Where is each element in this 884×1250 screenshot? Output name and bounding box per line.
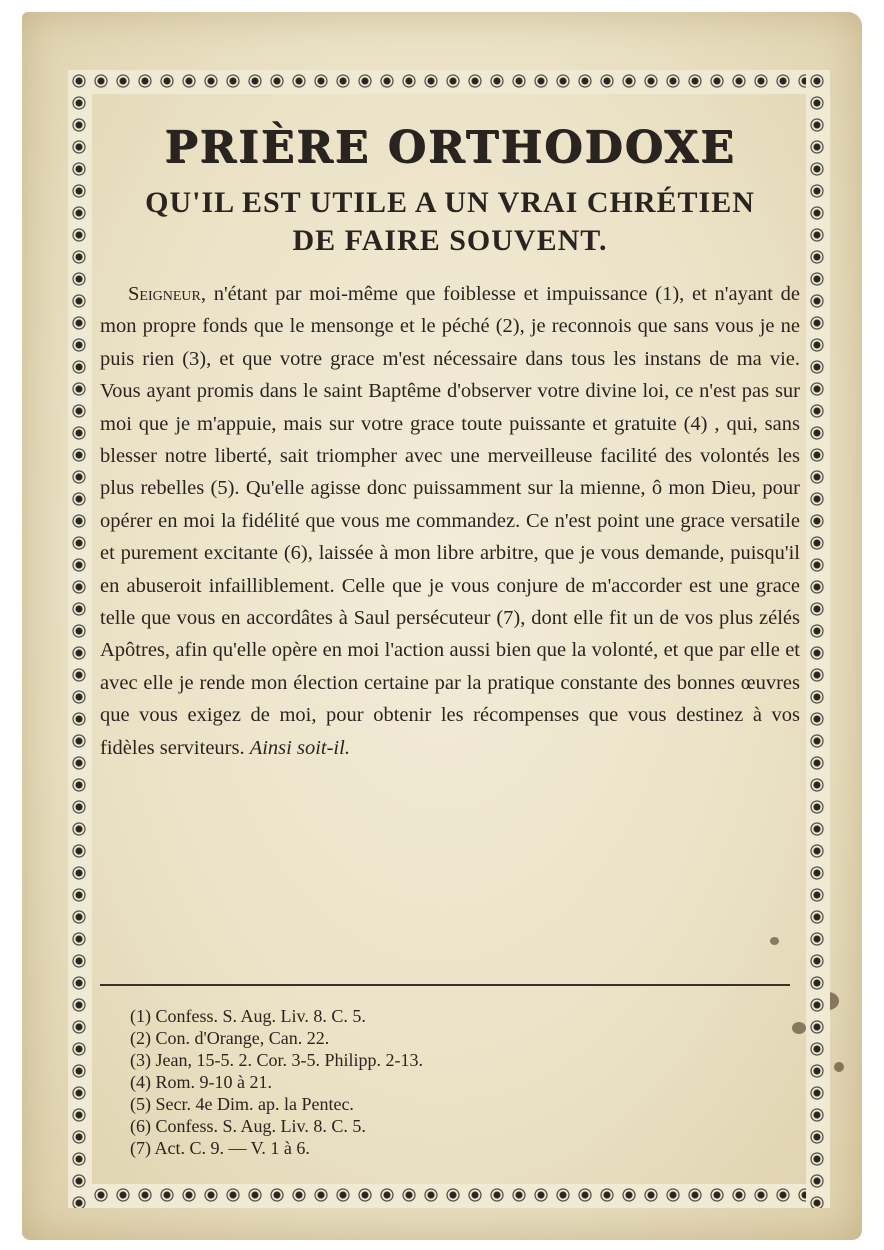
footnotes-list [130,1005,423,1159]
prayer-closing: Ainsi soit-il. [249,736,350,759]
border-top [68,70,830,94]
ink-stain [834,1062,844,1072]
footnote: (5) Secr. 4e Dim. ap. la Pentec. [130,1094,354,1114]
footnote: (7) Act. C. 9. — V. 1 à 6. [130,1138,310,1158]
footnote: (4) Rom. 9-10 à 21. [130,1072,272,1092]
footnote-divider [100,984,790,986]
prayer-body: , n'étant par moi-même que foiblesse et impuissance (1), et n'ayant de mon propre fonds que le mensonge et le péché (2), je reconnois que sans vous je ne puis rien (3), et que votre grace m'est nécessaire dans tous les instans de ma vie. Vous ayant promis dans le saint Baptême d'observer votre divine loi, ce n'est pas sur moi que je m'appuie, mais sur votre grace toute puissante et gratuite (4) , qui, sans blesser notre liberté, sait triompher avec une merveilleuse facilité des volontés les plus rebelles (5). Qu'elle agisse donc puissamment sur la mienne, ô mon Dieu, pour opérer en moi la fidélité que vous me commandez. Ce n'est point une grace versatile et purement excitante (6), laissée à mon libre arbitre, que je vous demande, puisqu'il en abuseroit infailliblement. Celle que je vous conjure de m'accorder est une grace telle que vous en accordâtes à Saul persécuteur (7), dont elle fit un de vos plus zélés Apôtres, afin qu'elle opère en moi l'action aussi bien que la volonté, et que par elle et avec elle je rende mon élection certaine par la pratique constante des bonnes œuvres que vous exigez de moi, pour obtenir les récompenses que vous destinez à vos fidèles serviteurs. [100,283,800,759]
footnote: (2) Con. d'Orange, Can. 22. [130,1028,330,1048]
border-left [68,70,92,1208]
page-title: PRIÈRE ORTHODOXE [164,122,736,173]
footnote: (6) Confess. S. Aug. Liv. 8. C. 5. [130,1116,366,1136]
footnote: (1) Confess. S. Aug. Liv. 8. C. 5. [130,1006,366,1026]
page-subtitle: QU'IL EST UTILE A UN VRAI CHRÉTIEN DE FAIRE SOUVENT. [145,186,755,257]
footnote: (3) Jean, 15-5. 2. Cor. 3-5. Philipp. 2-13. [130,1050,423,1070]
page-content [100,118,800,958]
border-right [806,70,830,1208]
border-bottom [68,1184,830,1208]
prayer-lead-word: Seigneur [128,283,201,305]
prayer-text [100,278,800,958]
